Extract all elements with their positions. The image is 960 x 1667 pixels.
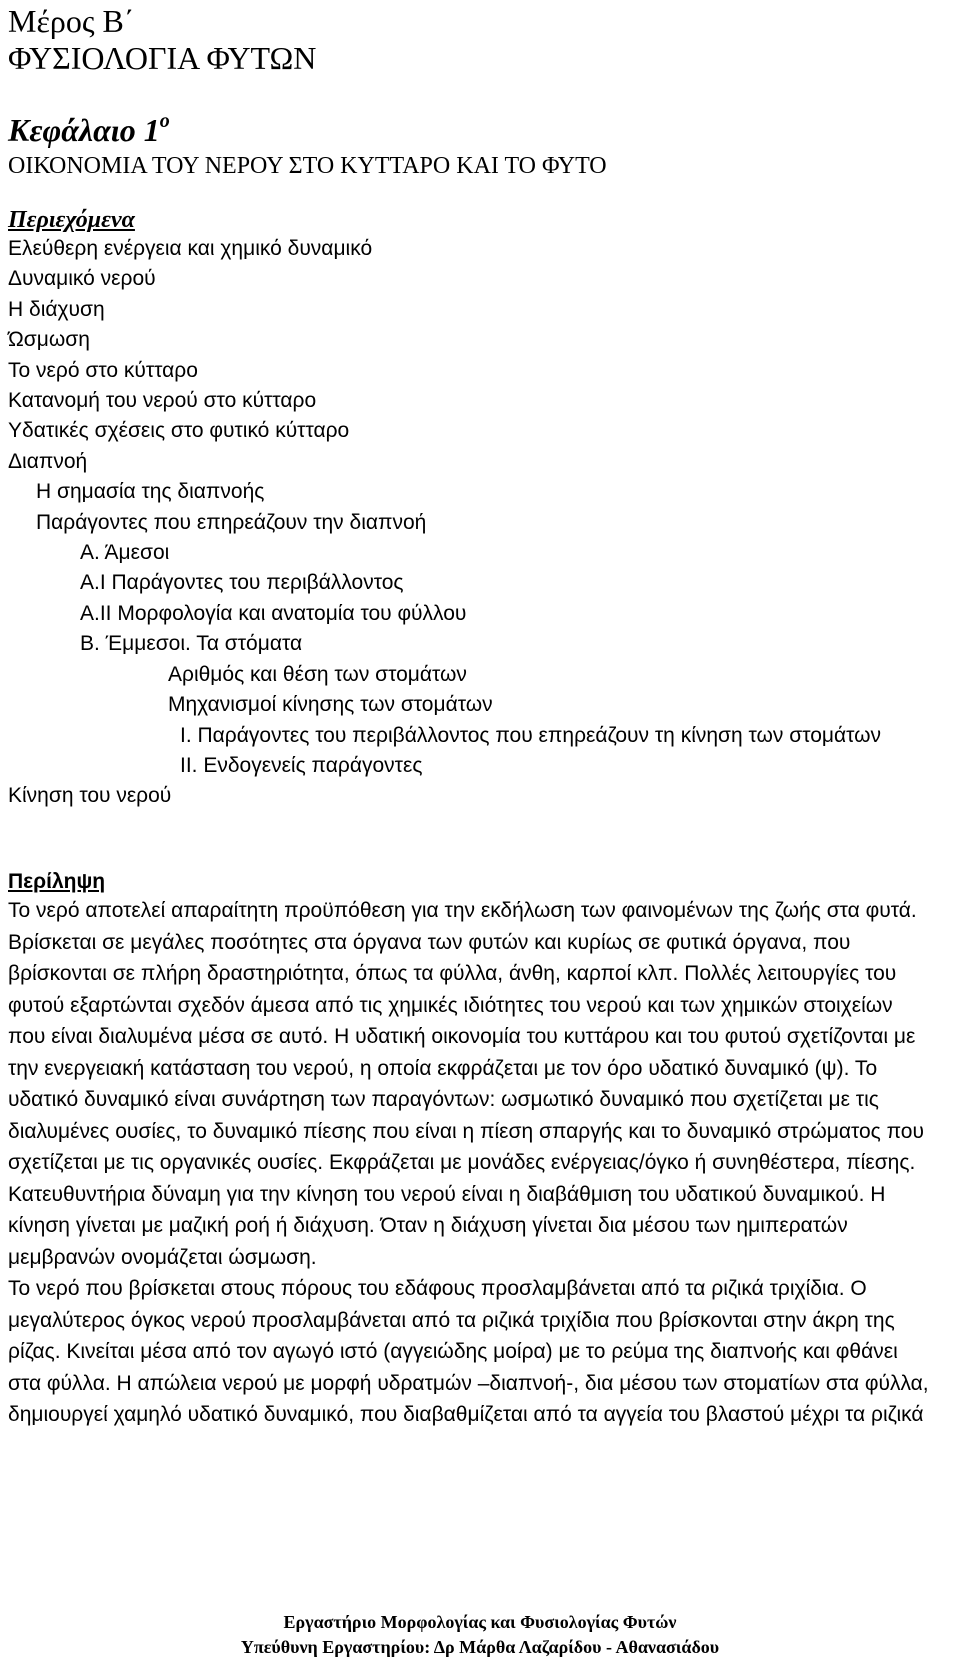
contents-list	[0, 234, 960, 812]
contents-item: ΙΙ. Ενδογενείς παράγοντες	[180, 753, 423, 777]
contents-item: Αριθμός και θέση των στομάτων	[168, 662, 467, 686]
summary-paragraph: Κατευθυντήρια δύναμη για την κίνηση του νερού είναι η διαβάθμιση του υδατικού δυναμικού. Η κίνηση γίνεται με μαζική ροή ή διάχυση. Όταν η διάχυση γίνεται δια μέσου των ημιπερατών μεμβρανών ονομάζεται ώσμωση.	[8, 1182, 886, 1269]
part-label: Μέρος Β΄	[8, 3, 135, 39]
summary-paragraph: Το νερό αποτελεί απαραίτητη προϋπόθεση για την εκδήλωση των φαινομένων της ζωής στα φυτά. Βρίσκεται σε μεγάλες ποσότητες στα όργανα των φυτών και κυρίως σε φυτικά όργανα, που βρίσκονται σε πλήρη δραστηριότητα, όπως τα φύλλα, άνθη, καρποί κλπ. Πολλές λειτουργίες του φυτού εξαρτώνται σχεδόν άμεσα από τις χημικές ιδιότητες του νερού και των χημικών στοιχείων που είναι διαλυμένα μέσα σε αυτό. Η υδατική οικονομία του κυττάρου και του φυτού σχετίζονται με την ενεργειακή κατάσταση του νερού, η οποία εκφράζεται με τον όρο υδατικό δυναμικό (ψ). Το υδατικό δυναμικό είναι συνάρτηση των παραγόντων: ωσμωτικό δυναμικό που σχετίζεται με τις διαλυμένες ουσίες, το δυναμικό πίεσης που είναι η πίεση σπαργής και το δυναμικό στρώματος που σχετίζεται με τις οργανικές ουσίες. Εκφράζεται με μονάδες ενέργειας/όγκο ή συνηθέστερα, πίεσης.	[8, 899, 924, 1174]
contents-item: Α.Ι Παράγοντες του περιβάλλοντος	[80, 571, 404, 595]
contents-item: Α. Άμεσοι	[80, 541, 170, 565]
summary-body	[8, 895, 932, 1431]
contents-item: Υδατικές σχέσεις στο φυτικό κύτταρο	[8, 419, 350, 443]
footer-lab-name: Εργαστήριο Μορφολογίας και Φυσιολογίας Φυτών	[283, 1612, 677, 1632]
contents-item: Δυναμικό νερού	[8, 267, 156, 291]
page-footer	[0, 1610, 960, 1660]
contents-item: Το νερό στο κύτταρο	[8, 358, 198, 382]
summary-paragraph: Το νερό που βρίσκεται στους πόρους του εδάφους προσλαμβάνεται από τα ριζικά τριχίδια. Ο μεγαλύτερος όγκος νερού προσλαμβάνεται από τα ριζικά τριχίδια που βρίσκονται στην άκρη της ρίζας. Κινείται μέσα από τον αγωγό ιστό (αγγειώδης μοίρα) με το ρεύμα της διαπνοής και φθάνει στα φύλλα. Η απώλεια νερού με μορφή υδρατμών –διαπνοή-, δια μέσου των στοματίων στα φύλλα, δημιουργεί χαμηλό υδατικό δυναμικό, που διαβαθμίζεται από τα αγγεία του βλαστού μέχρι τα ριζικά	[8, 1277, 929, 1426]
contents-item: Διαπνοή	[8, 449, 88, 473]
chapter-label: Κεφάλαιο 1	[8, 112, 160, 148]
summary-heading: Περίληψη	[8, 870, 106, 893]
contents-item: Κατανομή του νερού στο κύτταρο	[8, 389, 317, 413]
chapter-superscript: ο	[159, 110, 170, 132]
chapter-title: ΟΙΚΟΝΟΜΙΑ ΤΟΥ ΝΕΡΟΥ ΣΤΟ ΚΥΤΤΑΡΟ ΚΑΙ ΤΟ ΦΥΤΟ	[8, 153, 607, 179]
contents-item: Παράγοντες που επηρεάζουν την διαπνοή	[36, 510, 427, 534]
contents-item: Α.ΙΙ Μορφολογία και ανατομία του φύλλου	[80, 601, 467, 625]
contents-item: Η διάχυση	[8, 297, 105, 321]
contents-item: Β. Έμμεσοι. Τα στόματα	[80, 632, 303, 656]
contents-item: Ώσμωση	[8, 328, 90, 352]
part-title: ΦΥΣΙΟΛΟΓΙΑ ΦΥΤΩΝ	[8, 40, 317, 76]
contents-item: Η σημασία της διαπνοής	[36, 480, 265, 504]
contents-item: Ι. Παράγοντες του περιβάλλοντος που επηρεάζουν τη κίνηση των στομάτων	[180, 723, 882, 747]
contents-heading: Περιεχόμενα	[8, 207, 135, 233]
contents-item: Μηχανισμοί κίνησης των στομάτων	[168, 693, 493, 717]
contents-item: Κίνηση του νερού	[8, 784, 172, 808]
contents-item: Ελεύθερη ενέργεια και χημικό δυναμικό	[8, 237, 373, 260]
footer-lab-head: Υπεύθυνη Εργαστηρίου: Δρ Μάρθα Λαζαρίδου - Αθανασιάδου	[240, 1637, 720, 1657]
chapter-heading	[8, 110, 170, 150]
